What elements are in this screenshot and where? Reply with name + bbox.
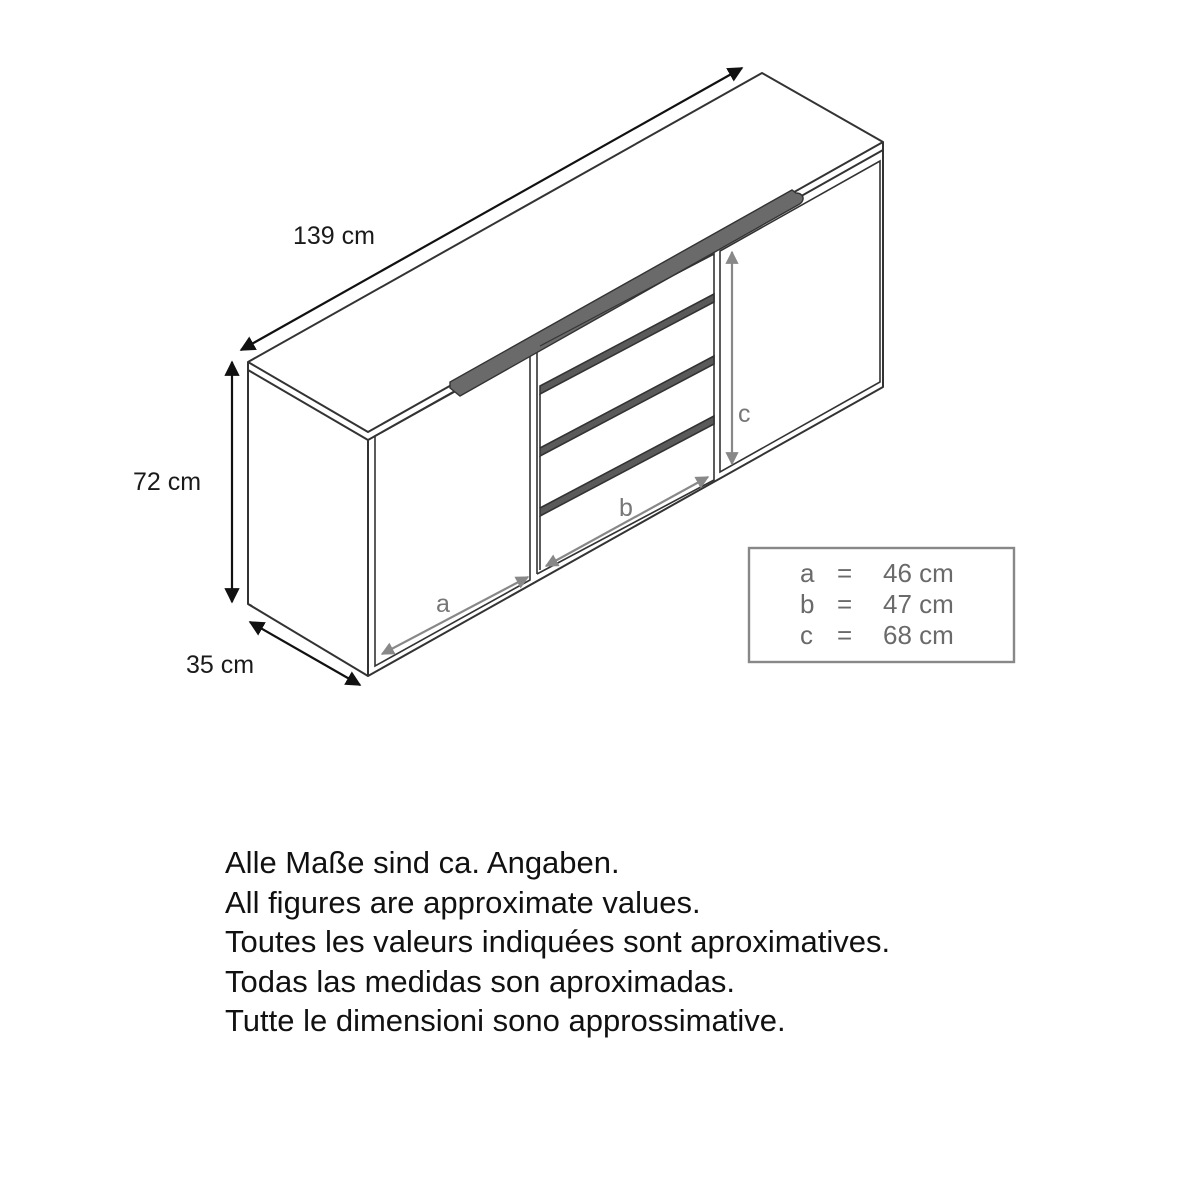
depth-label: 35 cm: [186, 651, 255, 679]
arrow-a: [382, 577, 528, 654]
width-label: 139 cm: [293, 222, 375, 250]
note-english: All figures are approximate values.: [225, 884, 701, 920]
legend-eq-b: =: [837, 589, 853, 619]
legend-key-a: a: [800, 558, 815, 588]
drawer-handle-1: [540, 294, 714, 394]
width-arrow: [241, 68, 742, 350]
depth-arrow: [250, 622, 360, 685]
legend-key-b: b: [800, 589, 815, 619]
height-label: 72 cm: [133, 468, 202, 496]
note-german: Alle Maße sind ca. Angaben.: [225, 845, 620, 880]
note-italian: Tutte le dimensioni sono approssimative.: [225, 1003, 786, 1038]
left-door: [375, 350, 530, 666]
label-a: a: [436, 590, 450, 618]
drawer-handle-2: [540, 356, 714, 456]
top-grip-groove: [450, 190, 803, 396]
label-b: b: [619, 494, 633, 522]
label-c: c: [738, 400, 751, 428]
note-french: Toutes les valeurs indiquées sont aproximatives.: [225, 924, 891, 959]
note-spanish: Todas las medidas son aproximadas.: [225, 963, 736, 999]
legend-value-b: 47 cm: [883, 589, 954, 619]
legend-value-a: 46 cm: [883, 558, 954, 588]
legend-value-c: 68 cm: [883, 620, 954, 650]
disclaimer-notes: [225, 843, 890, 1041]
legend-eq-c: =: [837, 620, 853, 650]
legend-key-c: c: [800, 620, 813, 650]
legend-box: [749, 548, 1014, 662]
legend-eq-a: =: [837, 558, 853, 588]
